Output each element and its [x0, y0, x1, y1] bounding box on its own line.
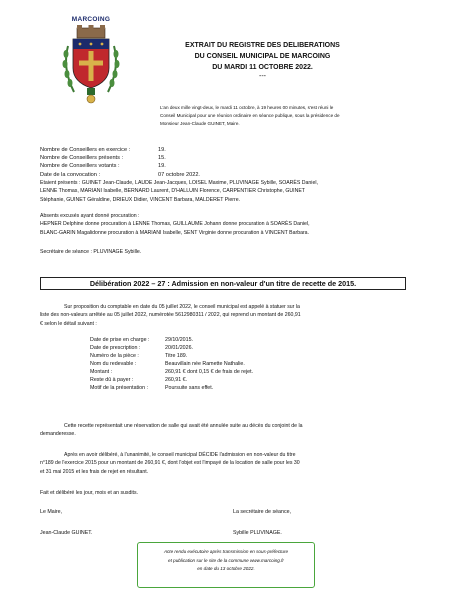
header-separator: ---: [259, 73, 266, 80]
detail-row: [90, 336, 253, 344]
body1-line: liste des non-valeurs arrêtée au 05 juillet 2022, numérotée 5612980311 / 2022, qui reprend un montant de 260,91: [40, 312, 301, 319]
detail-row: [90, 376, 253, 384]
detail-value: 20/01/2026.: [165, 345, 193, 351]
detail-value: 260,91 €.: [165, 377, 188, 383]
header-line-1: EXTRAIT DU REGISTRE DES DELIBERATIONS: [185, 42, 340, 49]
detail-row: [90, 360, 253, 368]
body3-line: et 31 mai 2015 et les frais de rejet en résultant.: [40, 468, 149, 475]
count-value: 15.: [158, 155, 166, 162]
header-line-2: DU CONSEIL MUNICIPAL DE MARCOING: [194, 53, 331, 60]
attendance-counts: [40, 146, 200, 179]
detail-key: Montant :: [90, 369, 113, 375]
detail-row: [90, 368, 253, 376]
body2-line: Cette recette représentait une réservation de salle qui avait été annulée suite au décès du conjoint de la: [64, 423, 303, 429]
detail-key: Motif de la présentation :: [90, 385, 149, 391]
detail-row: [90, 384, 253, 392]
deliberation-title: Délibération 2022 – 27 : Admission en non-valeur d'un titre de recette de 2015.: [40, 277, 406, 290]
mayor-title: Le Maire,: [40, 509, 63, 515]
count-value: 19.: [158, 147, 166, 153]
count-row: [40, 146, 200, 154]
mayor-name: Jean-Claude GUINET.: [40, 530, 93, 536]
present-line: Stéphanie, GUINET Géraldine, DRIEUX Didier, VINCENT Barbara, MALDERET Pierre.: [40, 196, 241, 203]
executory-notice: [137, 542, 315, 588]
detail-value: Poursuite sans effet.: [165, 385, 214, 391]
count-row: [40, 171, 200, 179]
crest-emblem: [60, 16, 122, 104]
crest-label: MARCOING: [71, 16, 111, 23]
body-paragraph-1: [40, 303, 405, 328]
marcoing-coat-of-arms: [60, 16, 122, 104]
header-line-3: DU MARDI 11 OCTOBRE 2022.: [212, 64, 313, 71]
count-value: 07 octobre 2022.: [158, 171, 200, 178]
body1-line: Sur proposition du comptable en date du 05 juillet 2022, le conseil municipal est appelé à statuer sur la: [64, 304, 300, 310]
closing-statement: Fait et délibéré les jour, mois et an susdits.: [40, 490, 139, 496]
secretary-name: Sybille PLUVINAGE.: [233, 530, 282, 536]
body-paragraph-3: [40, 451, 405, 476]
body3-line: n°189 de l'exercice 2015 pour un montant de 260,91 €, dont l'objet est l'impayé de la location de salle pour les 30: [40, 460, 300, 467]
detail-key: Date de prise en charge :: [90, 337, 150, 343]
present-line: LENNE Thomas, MARIANI Isabelle, BERNARD Laurent, D'HALLUIN Florence, CARPENTIER Christophe, GUINET: [40, 188, 305, 195]
intro-line: L'an deux mille vingt-deux, le mardi 11 octobre, à 19 heures 00 minutes, s'est réuni le: [160, 105, 334, 110]
intro-line: Conseil Municipal pour une réunion ordinaire en séance publique, sous la présidence de: [160, 113, 340, 118]
count-row: [40, 154, 200, 162]
body3-line: Après en avoir délibéré, à l'unanimité, le conseil municipal DÉCIDE l'admission en non-valeur du titre: [64, 452, 296, 458]
absent-heading: Absents excusés ayant donné procuration :: [40, 213, 140, 219]
detail-key: Reste dû à payer :: [90, 377, 134, 383]
secretary-title: La secrétaire de séance,: [233, 509, 292, 515]
session-intro: [160, 104, 410, 128]
count-value: 19.: [158, 163, 166, 170]
detail-key: Nom du redevable :: [90, 361, 137, 367]
detail-key: Numéro de la pièce :: [90, 353, 139, 359]
members-absent: [40, 212, 405, 237]
detail-value: Beauvillain née Ramette Nathalie.: [165, 361, 245, 367]
session-secretary: Secrétaire de séance : PLUVINAGE Sybille.: [40, 249, 142, 255]
body2-line: demanderesse.: [40, 431, 76, 438]
body1-line: € selon le détail suivant :: [40, 320, 97, 327]
count-label: Nombre de Conseillers en exercice :: [40, 147, 131, 153]
footer-line: Acte rendu exécutoire après transmission en sous-préfecture: [163, 549, 289, 554]
detail-value: 29/10/2015.: [165, 337, 193, 343]
count-label: Nombre de Conseillers présents :: [40, 155, 124, 162]
count-label: Date de la convocation :: [40, 171, 101, 178]
detail-key: Date de prescription :: [90, 345, 141, 351]
present-line: Etaient présents : GUINET Jean-Claude, LAUDE Jean-Jacques, LOISEL Maxime, PLUVINAGE Sybille, SOARÈS Daniel,: [40, 180, 318, 186]
detail-row: [90, 352, 253, 360]
absent-line: BLANC-GARIN Magalidonne procuration à MARIANI Isabelle, SENT Virginie donne procuration à VINCENT Barbara.: [40, 229, 310, 236]
members-present: [40, 179, 405, 204]
footer-line: en date du 13 octobre 2022.: [197, 566, 255, 571]
detail-row: [90, 344, 253, 352]
detail-value: 260,91 € dont 0,15 € de frais de rejet.: [165, 369, 254, 375]
detail-value: Titre 189.: [165, 353, 188, 359]
count-label: Nombre de Conseillers votants :: [40, 163, 120, 170]
body-paragraph-2: [40, 422, 405, 439]
footer-line: et publication sur le site de la commune www.marcoing.fr: [168, 557, 284, 563]
absent-line: HEPNER Delphine donne procuration à LENNE Thomas, GUILLAUME Johann donne procuration à SOARÈS Daniel,: [40, 221, 310, 228]
title-details: [90, 336, 253, 392]
count-row: [40, 162, 200, 170]
document-header: [150, 40, 375, 81]
intro-line: Monsieur Jean-Claude GUINET, Maire.: [160, 121, 240, 126]
